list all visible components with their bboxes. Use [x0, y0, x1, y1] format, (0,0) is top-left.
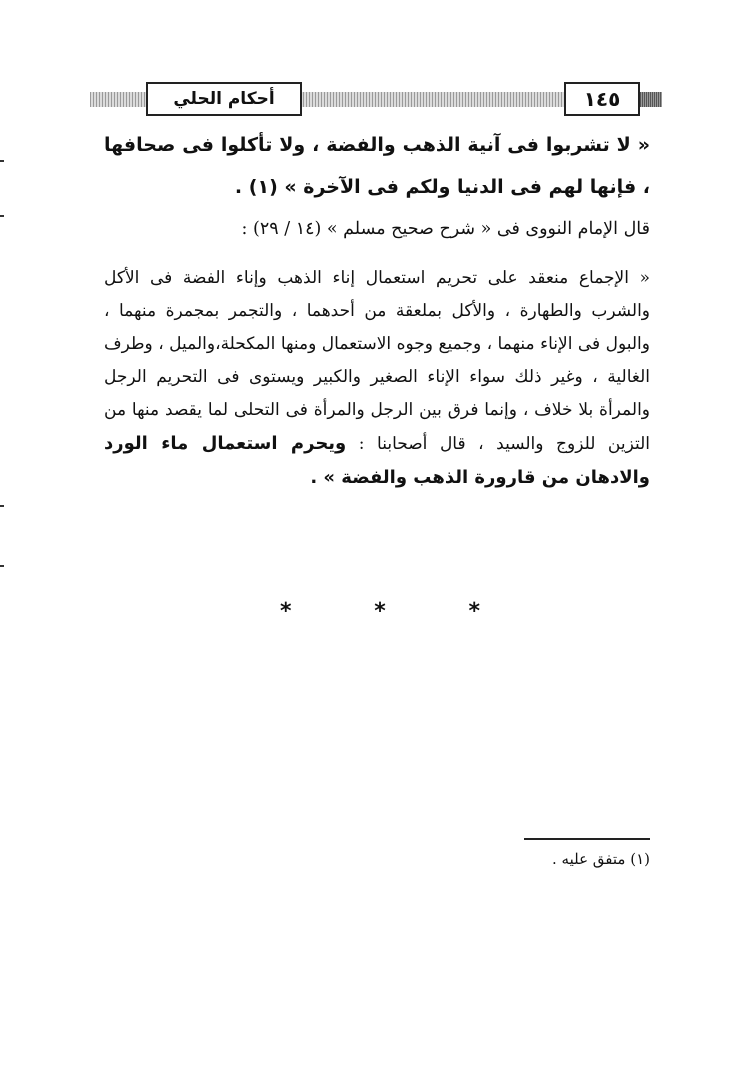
separator-star: * — [468, 598, 480, 624]
header-ornament-band-end — [640, 92, 662, 107]
scan-edge-mark — [0, 160, 4, 162]
nawawi-quote — [104, 262, 650, 495]
scan-edge-mark — [0, 565, 4, 567]
hadith-text: « لا تشربوا فى آنية الذهب والفضة ، ولا تأكلوا فى صحافها ، فإنها لهم فى الدنيا ولكم فى الآخرة » (١) . — [104, 134, 650, 198]
footnote-rule — [524, 838, 650, 840]
page-number: ١٤٥ — [564, 82, 640, 116]
scan-edge-mark — [0, 215, 4, 217]
footnote: (١) متفق عليه . — [552, 850, 650, 868]
quote-bold-text: ويحرم استعمال ماء الورد والادهان من قارورة الذهب والفضة » . — [104, 433, 650, 488]
citation-line: قال الإمام النووى فى « شرح صحيح مسلم » (١٤ / ٢٩) : — [241, 219, 650, 239]
quote-text: « الإجماع منعقد على تحريم استعمال إناء الذهب وإناء الفضة فى الأكل والشرب والطهارة ، والأكل بملعقة من أحدهما ، والتجمر بمجمرة منهما ، والبول فى الإناء منهما ، وجميع وجوه الاستعمال ومنها المكحلة،والميل ، وطرف الغالية ، وغير ذلك سواء الإناء الصغير والكبير ويستوى فى التحريم الرجل والمرأة بلا خلاف ، وإنما فرق بين الرجل والمرأة فى التحلى لما يقصد منها من التزين للزوج والسيد ، قال أصحابنا : — [104, 268, 651, 454]
running-title: أحكام الحلي — [146, 82, 302, 116]
separator-star: * — [374, 598, 386, 624]
separator-star: * — [280, 598, 292, 624]
section-separator — [280, 596, 480, 626]
scan-edge-mark — [0, 505, 4, 507]
